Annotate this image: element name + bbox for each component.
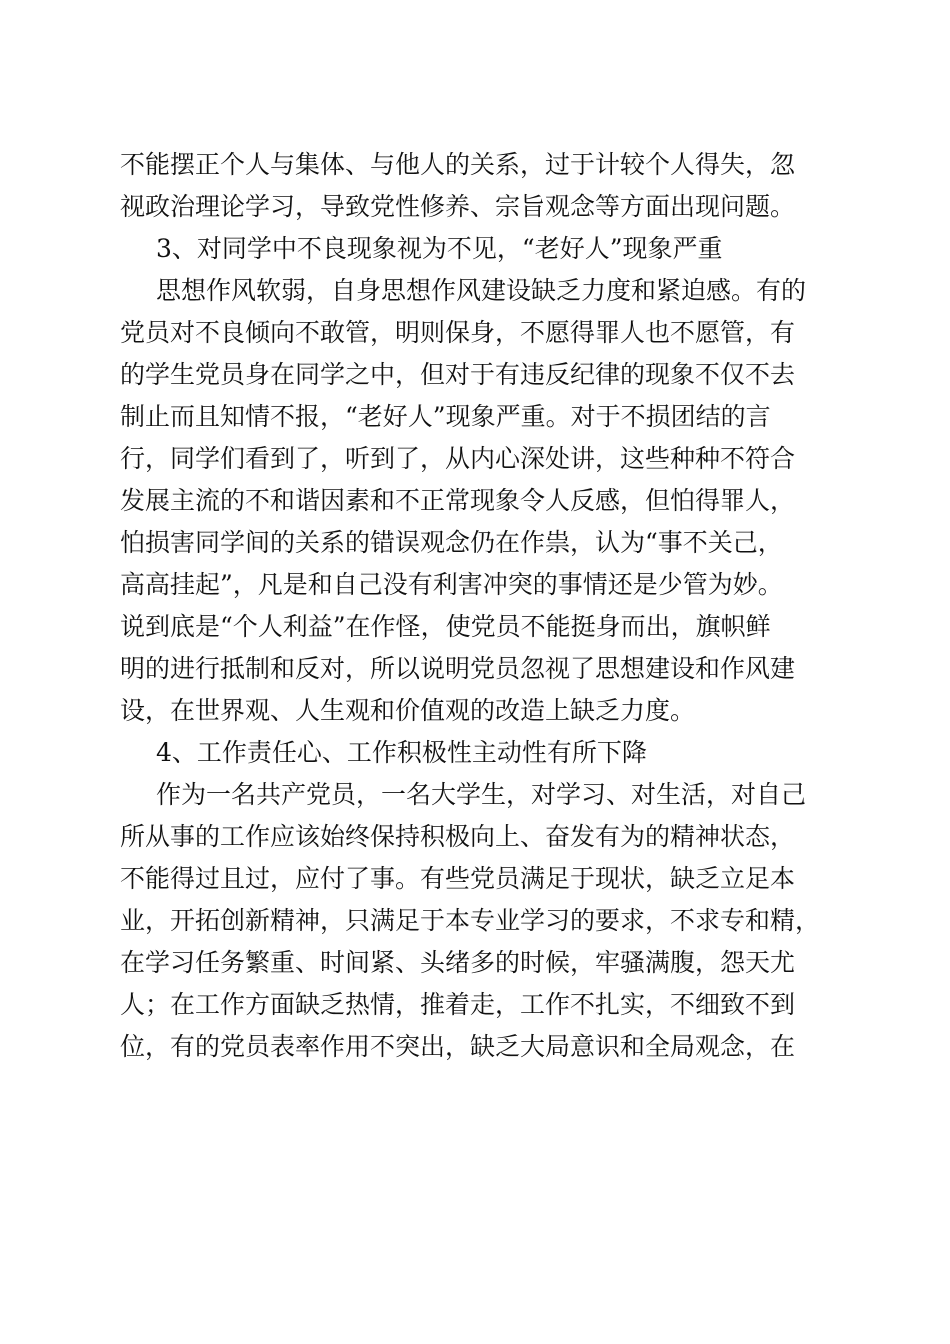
text-line: 视政治理论学习，导致党性修养、宗旨观念等方面出现问题。 bbox=[120, 192, 796, 221]
text-line: 说到底是“个人利益”在作怪，使党员不能挺身而出，旗帜鲜 bbox=[120, 612, 771, 641]
text-line: 高高挂起”，凡是和自己没有利害冲突的事情还是少管为妙。 bbox=[120, 570, 783, 599]
section-heading-3: 3、对同学中不良现象视为不见，“老好人”现象严重 bbox=[156, 234, 723, 263]
paragraph-first-line: 思想作风软弱，自身思想作风建设缺乏力度和紧迫感。有的 bbox=[156, 276, 807, 305]
text-line: 的学生党员身在同学之中，但对于有违反纪律的现象不仅不去 bbox=[120, 360, 796, 389]
text-line: 党员对不良倾向不敢管，明则保身，不愿得罪人也不愿管，有 bbox=[120, 318, 796, 347]
section-heading-4: 4、工作责任心、工作积极性主动性有所下降 bbox=[156, 738, 647, 767]
text-line: 设，在世界观、人生观和价值观的改造上缺乏力度。 bbox=[120, 696, 696, 725]
text-line: 不能摆正个人与集体、与他人的关系，过于计较个人得失，忽 bbox=[120, 150, 796, 179]
text-line: 不能得过且过，应付了事。有些党员满足于现状，缺乏立足本 bbox=[120, 864, 796, 893]
text-line: 制止而且知情不报，“老好人”现象严重。对于不损团结的言 bbox=[120, 402, 771, 431]
text-line: 所从事的工作应该始终保持积极向上、奋发有为的精神状态， bbox=[120, 822, 796, 851]
paragraph-first-line: 作为一名共产党员，一名大学生，对学习、对生活，对自己 bbox=[156, 780, 807, 809]
text-line: 行，同学们看到了，听到了，从内心深处讲，这些种种不符合 bbox=[120, 444, 796, 473]
document-body bbox=[120, 144, 840, 1068]
text-line: 明的进行抵制和反对，所以说明党员忽视了思想建设和作风建 bbox=[120, 654, 796, 683]
text-line: 怕损害同学间的关系的错误观念仍在作祟，认为“事不关己， bbox=[120, 528, 783, 557]
text-line: 发展主流的不和谐因素和不正常现象令人反感，但怕得罪人， bbox=[120, 486, 796, 515]
text-line: 在学习任务繁重、时间紧、头绪多的时候，牢骚满腹，怨天尤 bbox=[120, 948, 796, 977]
text-line: 位，有的党员表率作用不突出，缺乏大局意识和全局观念，在 bbox=[120, 1032, 796, 1061]
text-line: 业，开拓创新精神，只满足于本专业学习的要求，不求专和精， bbox=[120, 906, 821, 935]
text-line: 人；在工作方面缺乏热情，推着走，工作不扎实，不细致不到 bbox=[120, 990, 796, 1019]
